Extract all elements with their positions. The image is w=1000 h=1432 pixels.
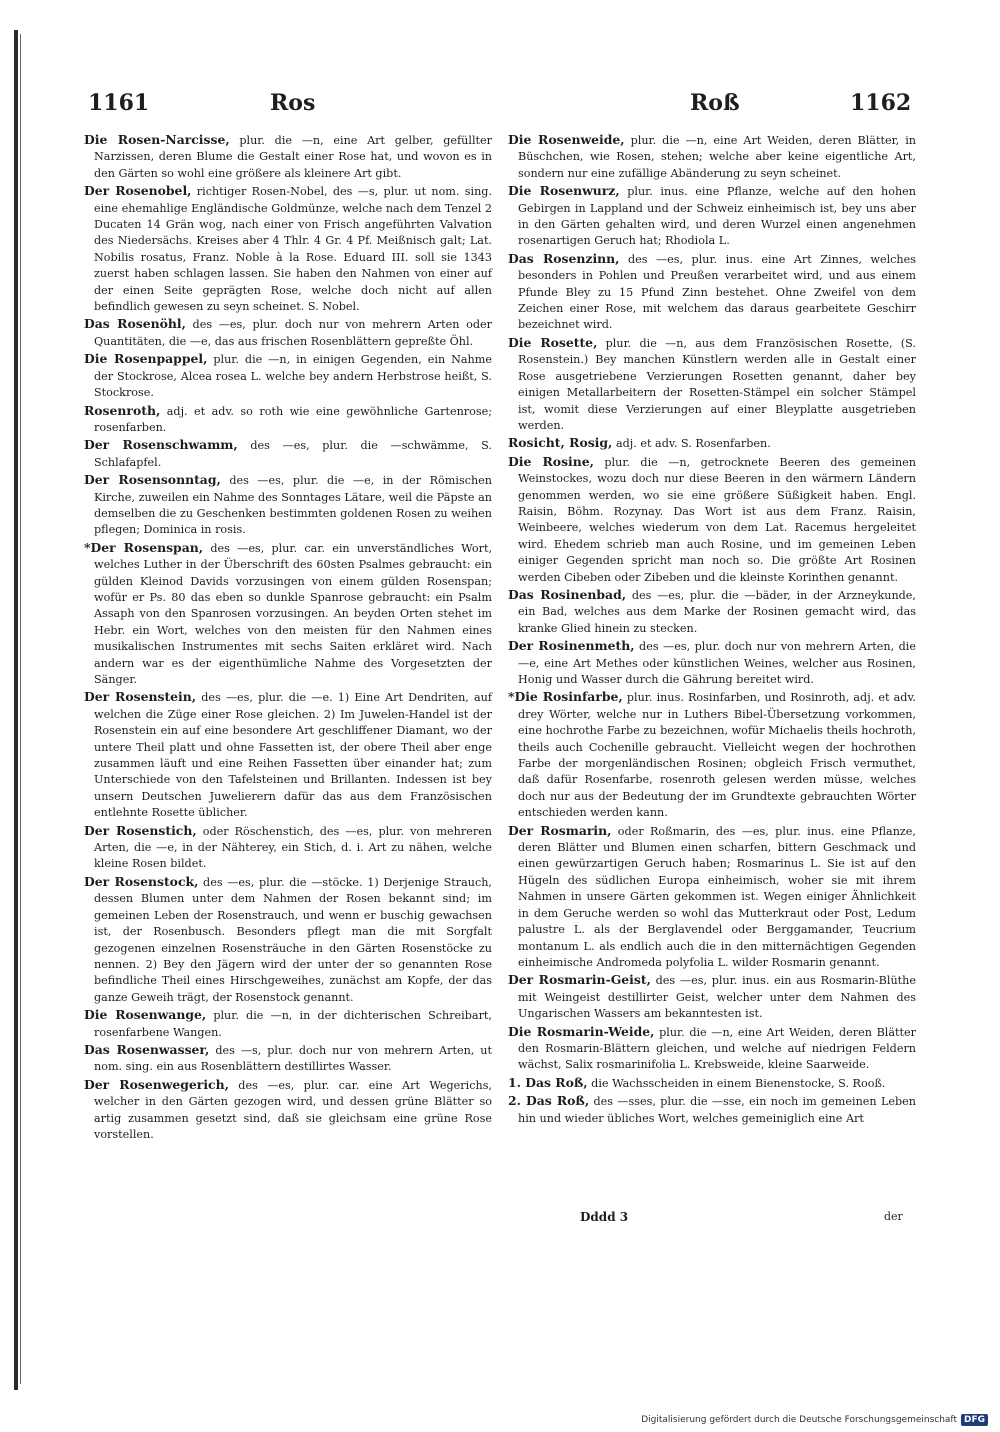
entry-headword: Die Rosenwurz, [508, 183, 620, 199]
entry-definition: des —es, plur. doch nur von mehrern Arten oder Quantitäten, die —e, das aus frischen Rosenblättern gepreßte Öhl. [94, 318, 492, 348]
entry-headword: Die Rosmarin-Weide, [508, 1023, 655, 1039]
entry-headword: Das Rosinenbad, [508, 586, 627, 602]
dictionary-entry [508, 972, 916, 1022]
entry-headword: 1. Das Roß, [508, 1074, 588, 1090]
entry-definition: richtiger Rosen-Nobel, des —s, plur. ut nom. sing. eine ehemahlige Engländische Goldmünze, welche nach dem Tenzel 2 Ducaten 14 Grän wog, nach einer von Frisch angeführten Valvation des Niedersächs. Kreises aber 4 Thlr. 4 Gr. 4 Pf. Meißnisch galt; Lat. Nobilis rosatus, Franz. Noble à la Rose. Eduard III. soll sie 1343 zuerst haben schlagen lassen. Sie haben den Nahmen von einer auf der einen Seite geprägten Rose, welche doch nicht auf allen befindlich gewesen zu seyn scheinet. S. Nobel. [94, 185, 492, 314]
entry-definition: des —es, plur. die —stöcke. 1) Derjenige Strauch, dessen Blumen unter dem Nahmen der Rosen bekannt sind; im gemeinen Leben der Rosenstrauch, und wenn er buschig gewachsen ist, der Rosenbusch. Besonders pflegt man die mit Sorgfalt gezogenen einzelnen Rosensträuche in den Gärten Rosenstöcke zu nennen. 2) Bey den Jägern wird der unter der so genannten Rose befindliche Theil eines Hirschgeweihes, zunächst am Kopfe, der das ganze Geweih trägt, der Rosenstock genannt. [94, 875, 492, 1004]
dictionary-entry [508, 435, 916, 452]
entry-headword: *Die Rosinfarbe, [508, 689, 623, 705]
entry-definition: des —es, plur. car. eine Art Wegerichs, welcher in den Gärten gezogen wird, und dessen grüne Blätter so artig zusammen gesetzt sind, daß sie gleichsam eine grüne Rose vorstellen. [94, 1078, 492, 1141]
entry-definition: plur. die —n, in einigen Gegenden, ein Nahme der Stockrose, Alcea rosea L. welche bey andern Herbstrose heißt, S. Stockrose. [94, 353, 492, 400]
entry-headword: Die Rosine, [508, 453, 594, 469]
entry-headword: Das Rosenzinn, [508, 250, 620, 266]
entry-headword: *Der Rosenspan, [84, 539, 204, 555]
entry-definition: adj. et adv. S. Rosenfarben. [615, 437, 771, 451]
left-page-number: 1161 [88, 90, 150, 116]
entry-definition: des —es, plur. die —bäder, in der Arzneykunde, ein Bad, welches aus dem Marke der Rosinen gemacht wird, das kranke Glied hinein zu stecken. [518, 588, 916, 635]
entry-headword: Der Rosenstein, [84, 689, 197, 705]
dictionary-entry [508, 823, 916, 972]
entry-headword: Der Rosmarin, [508, 822, 612, 838]
dictionary-entry [84, 689, 492, 821]
entry-headword: Der Rosensonntag, [84, 472, 221, 488]
dfg-logo: DFG [961, 1414, 988, 1426]
right-column [508, 132, 916, 1128]
dictionary-entry [84, 1077, 492, 1144]
entry-headword: Der Rosinenmeth, [508, 638, 635, 654]
entry-definition: die Wachsscheiden in einem Bienenstocke, S. Rooß. [591, 1076, 886, 1090]
dictionary-entry [84, 351, 492, 401]
entry-definition: plur. inus. eine Pflanze, welche auf den hohen Gebirgen in Lappland und der Schweiz einheimisch ist, bey uns aber in den Gärten gehalten wird, und deren Wurzel einen angenehmen rosenartigen Geruch hat; Rhodiola L. [518, 185, 916, 248]
entry-definition: des —es, plur. die —e, in der Römischen Kirche, zuweilen ein Nahme des Sonntages Lätare, weil die Päpste an demselben die zu Geschenken bestimmten goldenen Rosen zu weihen pflegen; Dominica in rosis. [94, 474, 493, 537]
dictionary-entry [84, 823, 492, 873]
dictionary-entry [508, 183, 916, 250]
entry-headword: Die Rosenweide, [508, 132, 625, 147]
dictionary-entry [508, 1075, 916, 1092]
entry-definition: plur. die —n, aus dem Französischen Rosette, (S. Rosenstein.) Bey manchen Künstlern werden alle in Gestalt einer Rose ausgetriebene Verzierungen Rosetten genannt, daher bey einigen Metallarbeitern der Rosetten-Stämpel ein solcher Stämpel ist, womit diese Verzierungen auf einer Bleyplatte ausgetrieben werden. [518, 336, 916, 432]
dictionary-entry [84, 1007, 492, 1041]
entry-definition: adj. et adv. so roth wie eine gewöhnliche Gartenrose; rosenfarben. [94, 404, 492, 434]
signature-mark: Dddd 3 [580, 1210, 629, 1224]
entry-definition: plur. inus. Rosinfarben, und Rosinroth, adj. et adv. drey Wörter, welche nur in Luthers Bibel-Übersetzung vorkommen, eine hochrothe Farbe zu bezeichnen, wofür Michaelis theils hochroth, theils auch Cochenille gebraucht. Vielleicht wegen der hochrothen Farbe der morgenländischen Rosinen; obgleich Frisch vermuthet, daß dafür Rosenfarbe, rosenroth gelesen werden müsse, welches doch nur aus der Bedeutung der im Grundtexte gebrauchten Wörter entschieden werden kann. [518, 691, 916, 820]
credit-text: Digitalisierung gefördert durch die Deutsche Forschungsgemeinschaft [641, 1415, 957, 1425]
dictionary-entry [84, 1042, 492, 1076]
entry-headword: Die Rosenpappel, [84, 351, 208, 367]
entry-definition: des —es, plur. inus. eine Art Zinnes, welches besonders in Pohlen und Preußen verarbeitet wird, und aus einem Pfunde Bley zu 15 Pfund Zinn bestehet. Ohne Zweifel von dem Zeichen einer Rose, mit welchem das daraus gearbeitete Geschirr bezeichnet wird. [518, 252, 916, 332]
dictionary-entry [508, 689, 916, 821]
dictionary-entry [508, 587, 916, 637]
dictionary-entry [84, 437, 492, 471]
entry-definition: des —es, plur. die —e. 1) Eine Art Dendriten, auf welchen die Züge einer Rose gleichen. 2) Im Juwelen-Handel ist der Rosenstein ein auf eine besondere Art geschliffener Diamant, wo der untere Theil platt und ohne Fassetten ist, der obere Theil aber enge zusammen läuft und eine Reihen Fassetten über einander hat; zum Unterschiede von den Tafelsteinen und Brillanten. Indessen ist bey unsern Deutschen Juwelierern dafür das aus dem Französischen entlehnte Rosette üblicher. [94, 691, 492, 820]
digitization-credit [641, 1414, 988, 1426]
entry-definition: des —es, plur. inus. ein aus Rosmarin-Blüthe mit Weingeist destillirter Geist, welcher unter dem Nahmen des Ungarischen Wassers am bekanntesten ist. [518, 974, 917, 1021]
entry-headword: Die Rosen-Narcisse, [84, 132, 230, 147]
dictionary-entry [508, 1024, 916, 1074]
entry-headword: Das Rosenöhl, [84, 316, 186, 332]
dictionary-entry [84, 132, 492, 182]
dictionary-entry [508, 132, 916, 182]
dictionary-entry [84, 472, 492, 539]
dictionary-entry [84, 316, 492, 350]
dictionary-entry [508, 251, 916, 334]
entry-headword: 2. Das Roß, [508, 1093, 590, 1109]
entry-headword: Rosenroth, [84, 402, 161, 418]
entry-headword: Der Rosenschwamm, [84, 437, 238, 453]
entry-definition: oder Röschenstich, des —es, plur. von mehreren Arten, die —e, in der Nähterey, ein Stich, d. i. Art zu nähen, welche kleine Rosen bildet. [94, 824, 492, 871]
entry-headword: Der Rosenstock, [84, 873, 199, 889]
dictionary-entry [508, 638, 916, 688]
dictionary-entry [84, 874, 492, 1006]
entry-definition: plur. die —n, in der dichterischen Schreibart, rosenfarbene Wangen. [94, 1009, 492, 1039]
dictionary-entry [84, 403, 492, 437]
entry-definition: des —es, plur. car. ein unverständliches Wort, welches Luther in der Überschrift des 60sten Psalmes gebraucht: ein gülden Kleinod Davids vorzusingen von einem gülden Rosenspan; wofür er Ps. 80 das eben so dunkle Spanrose gebraucht: ein Psalm Assaph von den Spanrosen vorzusingen. An beyden Orten stehet im Hebr. ein Wort, welches von den meisten für den Nahmen eines musikalischen Instrumentes mit sechs Saiten erkläret wird. Nach andern war es der eigenthümliche Nahme des Vorgesetzten der Sänger. [94, 541, 492, 686]
right-page-number: 1162 [850, 90, 912, 116]
entry-definition: des —es, plur. die —schwämme, S. Schlafapfel. [94, 439, 492, 469]
entry-headword: Die Rosette, [508, 334, 598, 350]
right-running-head: Roß [690, 90, 740, 116]
page-spine-line [20, 34, 21, 1384]
dictionary-entry [508, 335, 916, 434]
entry-definition: plur. die —n, eine Art Weiden, deren Blätter, in Büschchen, wie Rosen, stehen; welche aber keine eigentliche Art, sondern nur eine zufällige Abänderung zu seyn scheinet. [518, 134, 916, 180]
entry-headword: Die Rosenwange, [84, 1007, 207, 1023]
entry-definition: plur. die —n, eine Art Weiden, deren Blätter den Rosmarin-Blättern gleichen, und welche auf niedrigen Feldern wächst, Salix rosmarinifolia L. Krebsweide, kleine Saarweide. [518, 1025, 916, 1072]
left-running-head: Ros [270, 90, 316, 116]
dictionary-entry [508, 454, 916, 586]
dictionary-entry [84, 183, 492, 315]
entry-headword: Das Rosenwasser, [84, 1041, 210, 1057]
page-spine-edge [14, 30, 18, 1390]
entry-definition: des —s, plur. doch nur von mehrern Arten, ut nom. sing. ein aus Rosenblättern destillirtes Wasser. [94, 1043, 492, 1074]
entry-headword: Der Rosmarin-Geist, [508, 972, 651, 988]
entry-headword: Der Rosenwegerich, [84, 1076, 229, 1092]
left-column [84, 132, 492, 1144]
entry-headword: Rosicht, Rosig, [508, 435, 613, 451]
dictionary-entry [508, 1093, 916, 1127]
catchword: der [884, 1210, 903, 1223]
entry-definition: des —es, plur. doch nur von mehrern Arten, die —e, eine Art Methes oder künstlichen Weines, welcher aus Rosinen, Honig und Wasser durch die Gährung bereitet wird. [518, 640, 916, 686]
entry-definition: plur. die —n, getrocknete Beeren des gemeinen Weinstockes, wozu doch nur diese Beeren in den wärmern Ländern genommen werden, wo sie eine größere Süßigkeit haben. Engl. Raisin, Böhm. Rozynay. Das Wort ist aus dem Franz. Raisin, Weinbeere, welches wiederum von dem Lat. Racemus hergeleitet wird. Ehedem schrieb man auch Rosine, und im gemeinen Leben einiger Gegenden spricht man noch so. Die größte Art Rosinen werden Cibeben oder Zibeben und die kleinste Korinthen genannt. [518, 455, 916, 584]
entry-definition: oder Roßmarin, des —es, plur. inus. eine Pflanze, deren Blätter und Blumen einen scharfen, bittern Geschmack und einen gewürzartigen Geruch haben; Rosmarinus L. Sie ist auf den Hügeln des südlichen Europa einheimisch, woher sie mit ihrem Nahmen in unsere Gärten gekommen ist. Wegen einiger Ähnlichkeit in dem Geruche werden so wohl das Mutterkraut oder Post, Ledum palustre L. als der Berglavendel oder Berggamander, Teucrium montanum L. als endlich auch die in den mitternächtigen Gegenden einheimische Andromeda polyfolia L. wilder Rosmarin genannt. [518, 824, 916, 969]
entry-headword: Der Rosenstich, [84, 822, 197, 838]
entry-headword: Der Rosenobel, [84, 183, 192, 199]
entry-definition: des —sses, plur. die —sse, ein noch im gemeinen Leben hin und wieder übliches Wort, welches gemeiniglich eine Art [518, 1095, 916, 1125]
entry-definition: plur. die —n, eine Art gelber, gefüllter Narzissen, deren Blume die Gestalt einer Rose hat, und wovon es in den Gärten so wohl eine größere als kleinere Art gibt. [94, 134, 492, 180]
dictionary-entry [84, 540, 492, 689]
